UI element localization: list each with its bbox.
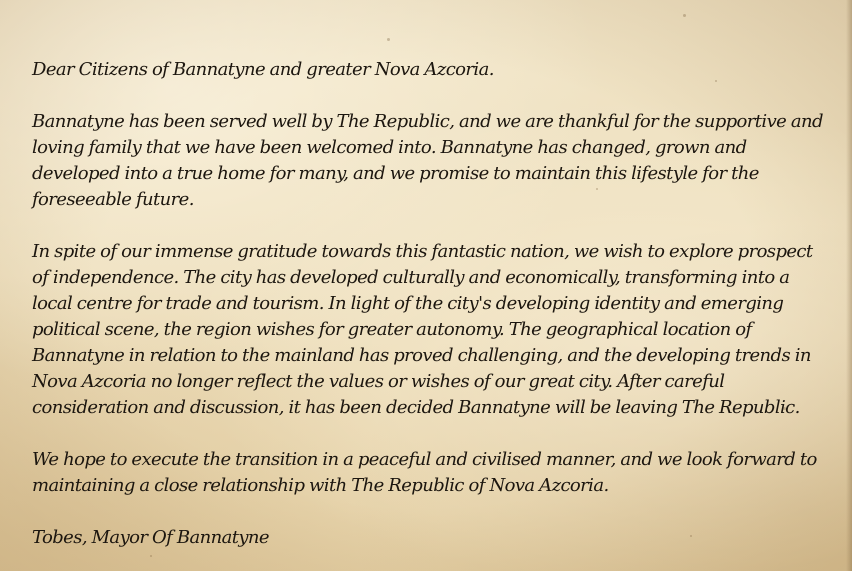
letter-paragraph: Bannatyne has been served well by The Republic, and we are thankful for the supportive and loving family that we have been welcomed into. Bannatyne has changed, grown and developed into a true home for many, and we promise to maintain this lifestyle for the foreseeable future.	[32, 111, 823, 210]
letter-salutation: Dear Citizens of Bannatyne and greater Nova Azcoria.	[32, 59, 494, 80]
paper-edge-shadow	[846, 0, 852, 571]
paper-speck	[683, 14, 686, 17]
paper-speck	[387, 38, 390, 41]
letter-paragraph: We hope to execute the transition in a peaceful and civilised manner, and we look forward to maintaining a close relationship with The Republic of Nova Azcoria.	[32, 449, 817, 496]
letter-signature: Tobes, Mayor Of Bannatyne	[32, 527, 269, 548]
letter	[32, 57, 832, 551]
paper-speck	[150, 555, 152, 557]
letter-paragraph: In spite of our immense gratitude towards this fantastic nation, we wish to explore prospect of independence. The city has developed culturally and economically, transforming into a local centre for trade and tourism. In light of the city's developing identity and emerging political scene, the region wishes for greater autonomy. The geographical location of Bannatyne in relation to the mainland has proved challenging, and the developing trends in Nova Azcoria no longer reflect the values or wishes of our great city. After careful consideration and discussion, it has been decided Bannatyne will be leaving The Republic.	[32, 241, 813, 418]
